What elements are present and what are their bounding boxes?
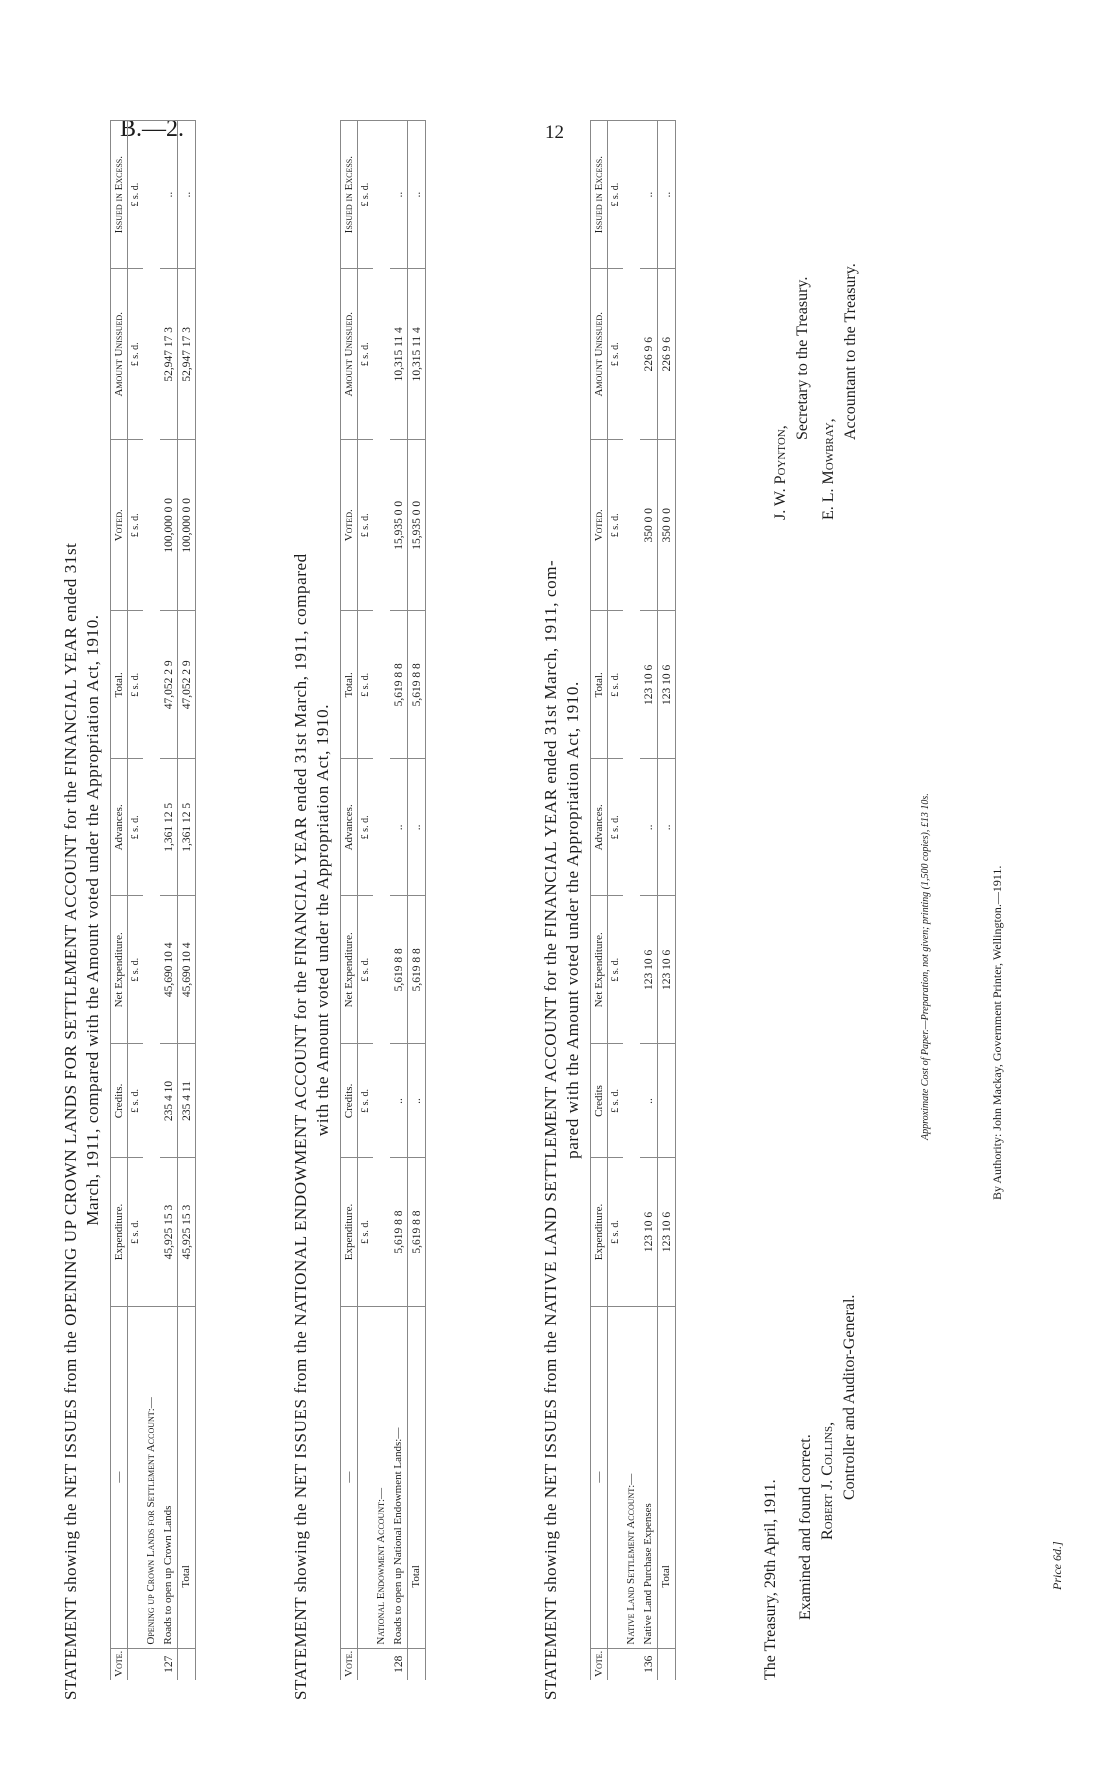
cell-voted: 350 0 0 — [640, 440, 658, 611]
unit-label: £ s. d. — [128, 611, 144, 759]
cell-total: 47,052 2 9 — [178, 611, 196, 759]
col-voted-header: Voted. — [591, 440, 608, 611]
col-expenditure-header: Expenditure. — [591, 1158, 608, 1306]
statement-2-account-name: National Endowment Account:— — [373, 1306, 390, 1648]
document-reference: B.—2. — [120, 116, 185, 142]
col-advances-header: Advances. — [591, 759, 608, 896]
col-expenditure-header: Expenditure. — [111, 1158, 128, 1306]
cell-excess: .. — [658, 121, 676, 269]
unit-label: £ s. d. — [128, 896, 144, 1044]
col-credits-header: Credits. — [341, 1044, 358, 1158]
cell-advances: 1,361 12 5 — [178, 759, 196, 896]
cell-advances: .. — [390, 759, 408, 896]
secretary-name: J. W. Poynton, — [772, 425, 789, 520]
col-vote-header: Vote. — [591, 1648, 608, 1680]
statement-2-title-line1: STATEMENT showing the NET ISSUES from the NATIONAL ENDOWMENT ACCOUNT for the FINANCIAL YEAR ended 31st March, 1911, compared — [291, 553, 310, 1700]
unit-label: £ s. d. — [128, 759, 144, 896]
statement-1-header-row — [111, 121, 128, 1681]
cell-advances: .. — [640, 759, 658, 896]
cell-net: 45,690 10 4 — [178, 896, 196, 1044]
unit-label: £ s. d. — [358, 1158, 374, 1306]
col-expenditure-header: Expenditure. — [341, 1158, 358, 1306]
col-total-header: Total. — [341, 611, 358, 759]
cell-expenditure: 5,619 8 8 — [390, 1158, 408, 1306]
statement-2-item: Roads to open up National Endowment Lands:— — [390, 1306, 408, 1648]
col-unissued-header: Amount Unissued. — [111, 269, 128, 440]
statement-3-account-name: Native Land Settlement Account:— — [623, 1306, 640, 1648]
unit-label: £ s. d. — [128, 269, 144, 440]
col-blank-header: — — [111, 1306, 128, 1648]
col-voted-header: Voted. — [111, 440, 128, 611]
cell-expenditure: 45,925 15 3 — [178, 1158, 196, 1306]
unit-label: £ s. d. — [608, 269, 624, 440]
cell-voted: 100,000 0 0 — [178, 440, 196, 611]
unit-label: £ s. d. — [358, 121, 374, 269]
unit-label: £ s. d. — [608, 1158, 624, 1306]
cell-expenditure: 45,925 15 3 — [160, 1158, 178, 1306]
unit-label: £ s. d. — [608, 611, 624, 759]
cell-credits: 235 4 11 — [178, 1044, 196, 1158]
unit-label: £ s. d. — [608, 1044, 624, 1158]
auditor-name: Robert J. Collins, — [819, 1421, 836, 1540]
cell-voted: 350 0 0 — [658, 440, 676, 611]
statement-2-total-row — [408, 121, 426, 1681]
col-advances-header: Advances. — [111, 759, 128, 896]
cell-excess: .. — [390, 121, 408, 269]
cell-excess: .. — [640, 121, 658, 269]
statement-2-account-row — [373, 121, 390, 1681]
statement-3-header-row — [591, 121, 608, 1681]
col-voted-header: Voted. — [341, 440, 358, 611]
statement-1-table — [110, 120, 196, 1680]
col-unissued-header: Amount Unissued. — [341, 269, 358, 440]
unit-label: £ s. d. — [358, 1044, 374, 1158]
col-total-header: Total. — [591, 611, 608, 759]
cell-net: 45,690 10 4 — [160, 896, 178, 1044]
statement-2-title-line2: with the Amount voted under the Appropriation Act, 1910. — [313, 703, 332, 1137]
statement-1-total-row — [178, 121, 196, 1681]
statement-3-table — [590, 120, 676, 1680]
statement-3-units-row — [608, 121, 624, 1681]
unit-label: £ s. d. — [358, 759, 374, 896]
col-net-header: Net Expenditure. — [341, 896, 358, 1044]
cell-unissued: 226 9 6 — [640, 269, 658, 440]
unit-label: £ s. d. — [608, 759, 624, 896]
col-excess-header: Issued in Excess. — [111, 121, 128, 269]
statement-1-account-name: Opening up Crown Lands for Settlement Account:— — [143, 1306, 160, 1648]
statement-1-title — [60, 140, 104, 1700]
cell-net: 5,619 8 8 — [408, 896, 426, 1044]
col-total-header: Total. — [111, 611, 128, 759]
cell-unissued: 226 9 6 — [658, 269, 676, 440]
cell-total: 123 10 6 — [640, 611, 658, 759]
statement-2-table — [340, 120, 426, 1680]
col-vote-header: Vote. — [111, 1648, 128, 1680]
unit-label: £ s. d. — [358, 611, 374, 759]
cell-expenditure: 123 10 6 — [640, 1158, 658, 1306]
statement-3-title — [540, 140, 584, 1700]
statement-2-header-row — [341, 121, 358, 1681]
cell-voted: 100,000 0 0 — [160, 440, 178, 611]
statement-1-data-row — [160, 121, 178, 1681]
statement-3-title-line2: pared with the Amount voted under the Appropriation Act, 1910. — [563, 681, 582, 1159]
statement-1-units-row — [128, 121, 144, 1681]
price-note: Price 6d.] — [1050, 1541, 1064, 1590]
statement-2-title — [290, 140, 334, 1700]
col-blank-header: — — [591, 1306, 608, 1648]
cell-credits — [658, 1044, 676, 1158]
cell-credits: .. — [390, 1044, 408, 1158]
unit-label: £ s. d. — [358, 269, 374, 440]
unit-label: £ s. d. — [608, 440, 624, 611]
col-advances-header: Advances. — [341, 759, 358, 896]
statement-1-title-line2: March, 1911, compared with the Amount voted under the Appropriation Act, 1910. — [83, 614, 102, 1226]
cell-excess: .. — [178, 121, 196, 269]
unit-label: £ s. d. — [358, 896, 374, 1044]
statement-3-account-row — [623, 121, 640, 1681]
col-unissued-header: Amount Unissued. — [591, 269, 608, 440]
col-blank-header: — — [341, 1306, 358, 1648]
cell-advances: .. — [658, 759, 676, 896]
statement-3-data-row — [640, 121, 658, 1681]
unit-label: £ s. d. — [128, 440, 144, 611]
rotated-page-content — [60, 40, 1070, 1700]
statement-2-units-row — [358, 121, 374, 1681]
cost-of-paper-note: Approximate Cost of Paper.—Preparation, not given; printing (1,500 copies), £13 10s. — [920, 793, 931, 1140]
statement-3-vote-number: 136 — [640, 1648, 658, 1680]
statement-1-vote-number: 127 — [160, 1648, 178, 1680]
statement-1-item: Roads to open up Crown Lands — [160, 1306, 178, 1648]
col-credits-header: Credits — [591, 1044, 608, 1158]
cell-total: 123 10 6 — [658, 611, 676, 759]
unit-label: £ s. d. — [608, 896, 624, 1044]
statement-1-total-label: Total — [178, 1306, 196, 1648]
examined-statement: Examined and found correct. — [797, 1434, 814, 1620]
secretary-title: Secretary to the Treasury. — [794, 276, 811, 440]
col-vote-header: Vote. — [341, 1648, 358, 1680]
unit-label: £ s. d. — [128, 1044, 144, 1158]
col-excess-header: Issued in Excess. — [341, 121, 358, 269]
cell-voted: 15,935 0 0 — [408, 440, 426, 611]
cell-net: 123 10 6 — [640, 896, 658, 1044]
cell-unissued: 10,315 11 4 — [408, 269, 426, 440]
cell-unissued: 52,947 17 3 — [178, 269, 196, 440]
statement-2-vote-number: 128 — [390, 1648, 408, 1680]
col-net-header: Net Expenditure. — [591, 896, 608, 1044]
col-net-header: Net Expenditure. — [111, 896, 128, 1044]
accountant-title: Accountant to the Treasury. — [842, 263, 859, 440]
cell-unissued: 10,315 11 4 — [390, 269, 408, 440]
statement-1-title-line1: STATEMENT showing the NET ISSUES from the OPENING UP CROWN LANDS FOR SETTLEMENT ACCOUNT for the FINANCIAL YEAR ended 31st — [61, 542, 80, 1700]
statement-3-title-line1: STATEMENT showing the NET ISSUES from the NATIVE LAND SETTLEMENT ACCOUNT for the FINANCIAL YEAR ended 31st March, 1911, com- — [541, 559, 560, 1700]
page-number: 12 — [545, 122, 564, 143]
cell-total: 47,052 2 9 — [160, 611, 178, 759]
unit-label: £ s. d. — [128, 121, 144, 269]
statement-2-data-row — [390, 121, 408, 1681]
cell-expenditure: 5,619 8 8 — [408, 1158, 426, 1306]
treasury-date: The Treasury, 29th April, 1911. — [762, 1479, 779, 1680]
printer-authority: By Authority: John Mackay, Government Printer, Wellington.—1911. — [990, 865, 1004, 1200]
statement-3-item: Native Land Purchase Expenses — [640, 1306, 658, 1648]
cell-excess: .. — [160, 121, 178, 269]
cell-advances: .. — [408, 759, 426, 896]
cell-credits: .. — [408, 1044, 426, 1158]
statement-2-total-label: Total — [408, 1306, 426, 1648]
cell-total: 5,619 8 8 — [408, 611, 426, 759]
cell-expenditure: 123 10 6 — [658, 1158, 676, 1306]
col-credits-header: Credits. — [111, 1044, 128, 1158]
cell-advances: 1,361 12 5 — [160, 759, 178, 896]
cell-credits: 235 4 10 — [160, 1044, 178, 1158]
unit-label: £ s. d. — [358, 440, 374, 611]
unit-label: £ s. d. — [608, 121, 624, 269]
cell-unissued: 52,947 17 3 — [160, 269, 178, 440]
unit-label: £ s. d. — [128, 1158, 144, 1306]
cell-total: 5,619 8 8 — [390, 611, 408, 759]
cell-excess: .. — [408, 121, 426, 269]
statement-3-total-label: Total — [658, 1306, 676, 1648]
cell-net: 5,619 8 8 — [390, 896, 408, 1044]
cell-net: 123 10 6 — [658, 896, 676, 1044]
auditor-title: Controller and Auditor-General. — [841, 1294, 858, 1500]
col-excess-header: Issued in Excess. — [591, 121, 608, 269]
statement-3-total-row — [658, 121, 676, 1681]
statement-1-account-row — [143, 121, 160, 1681]
cell-voted: 15,935 0 0 — [390, 440, 408, 611]
accountant-name: E. L. Mowbray, — [820, 418, 837, 520]
cell-credits: .. — [640, 1044, 658, 1158]
